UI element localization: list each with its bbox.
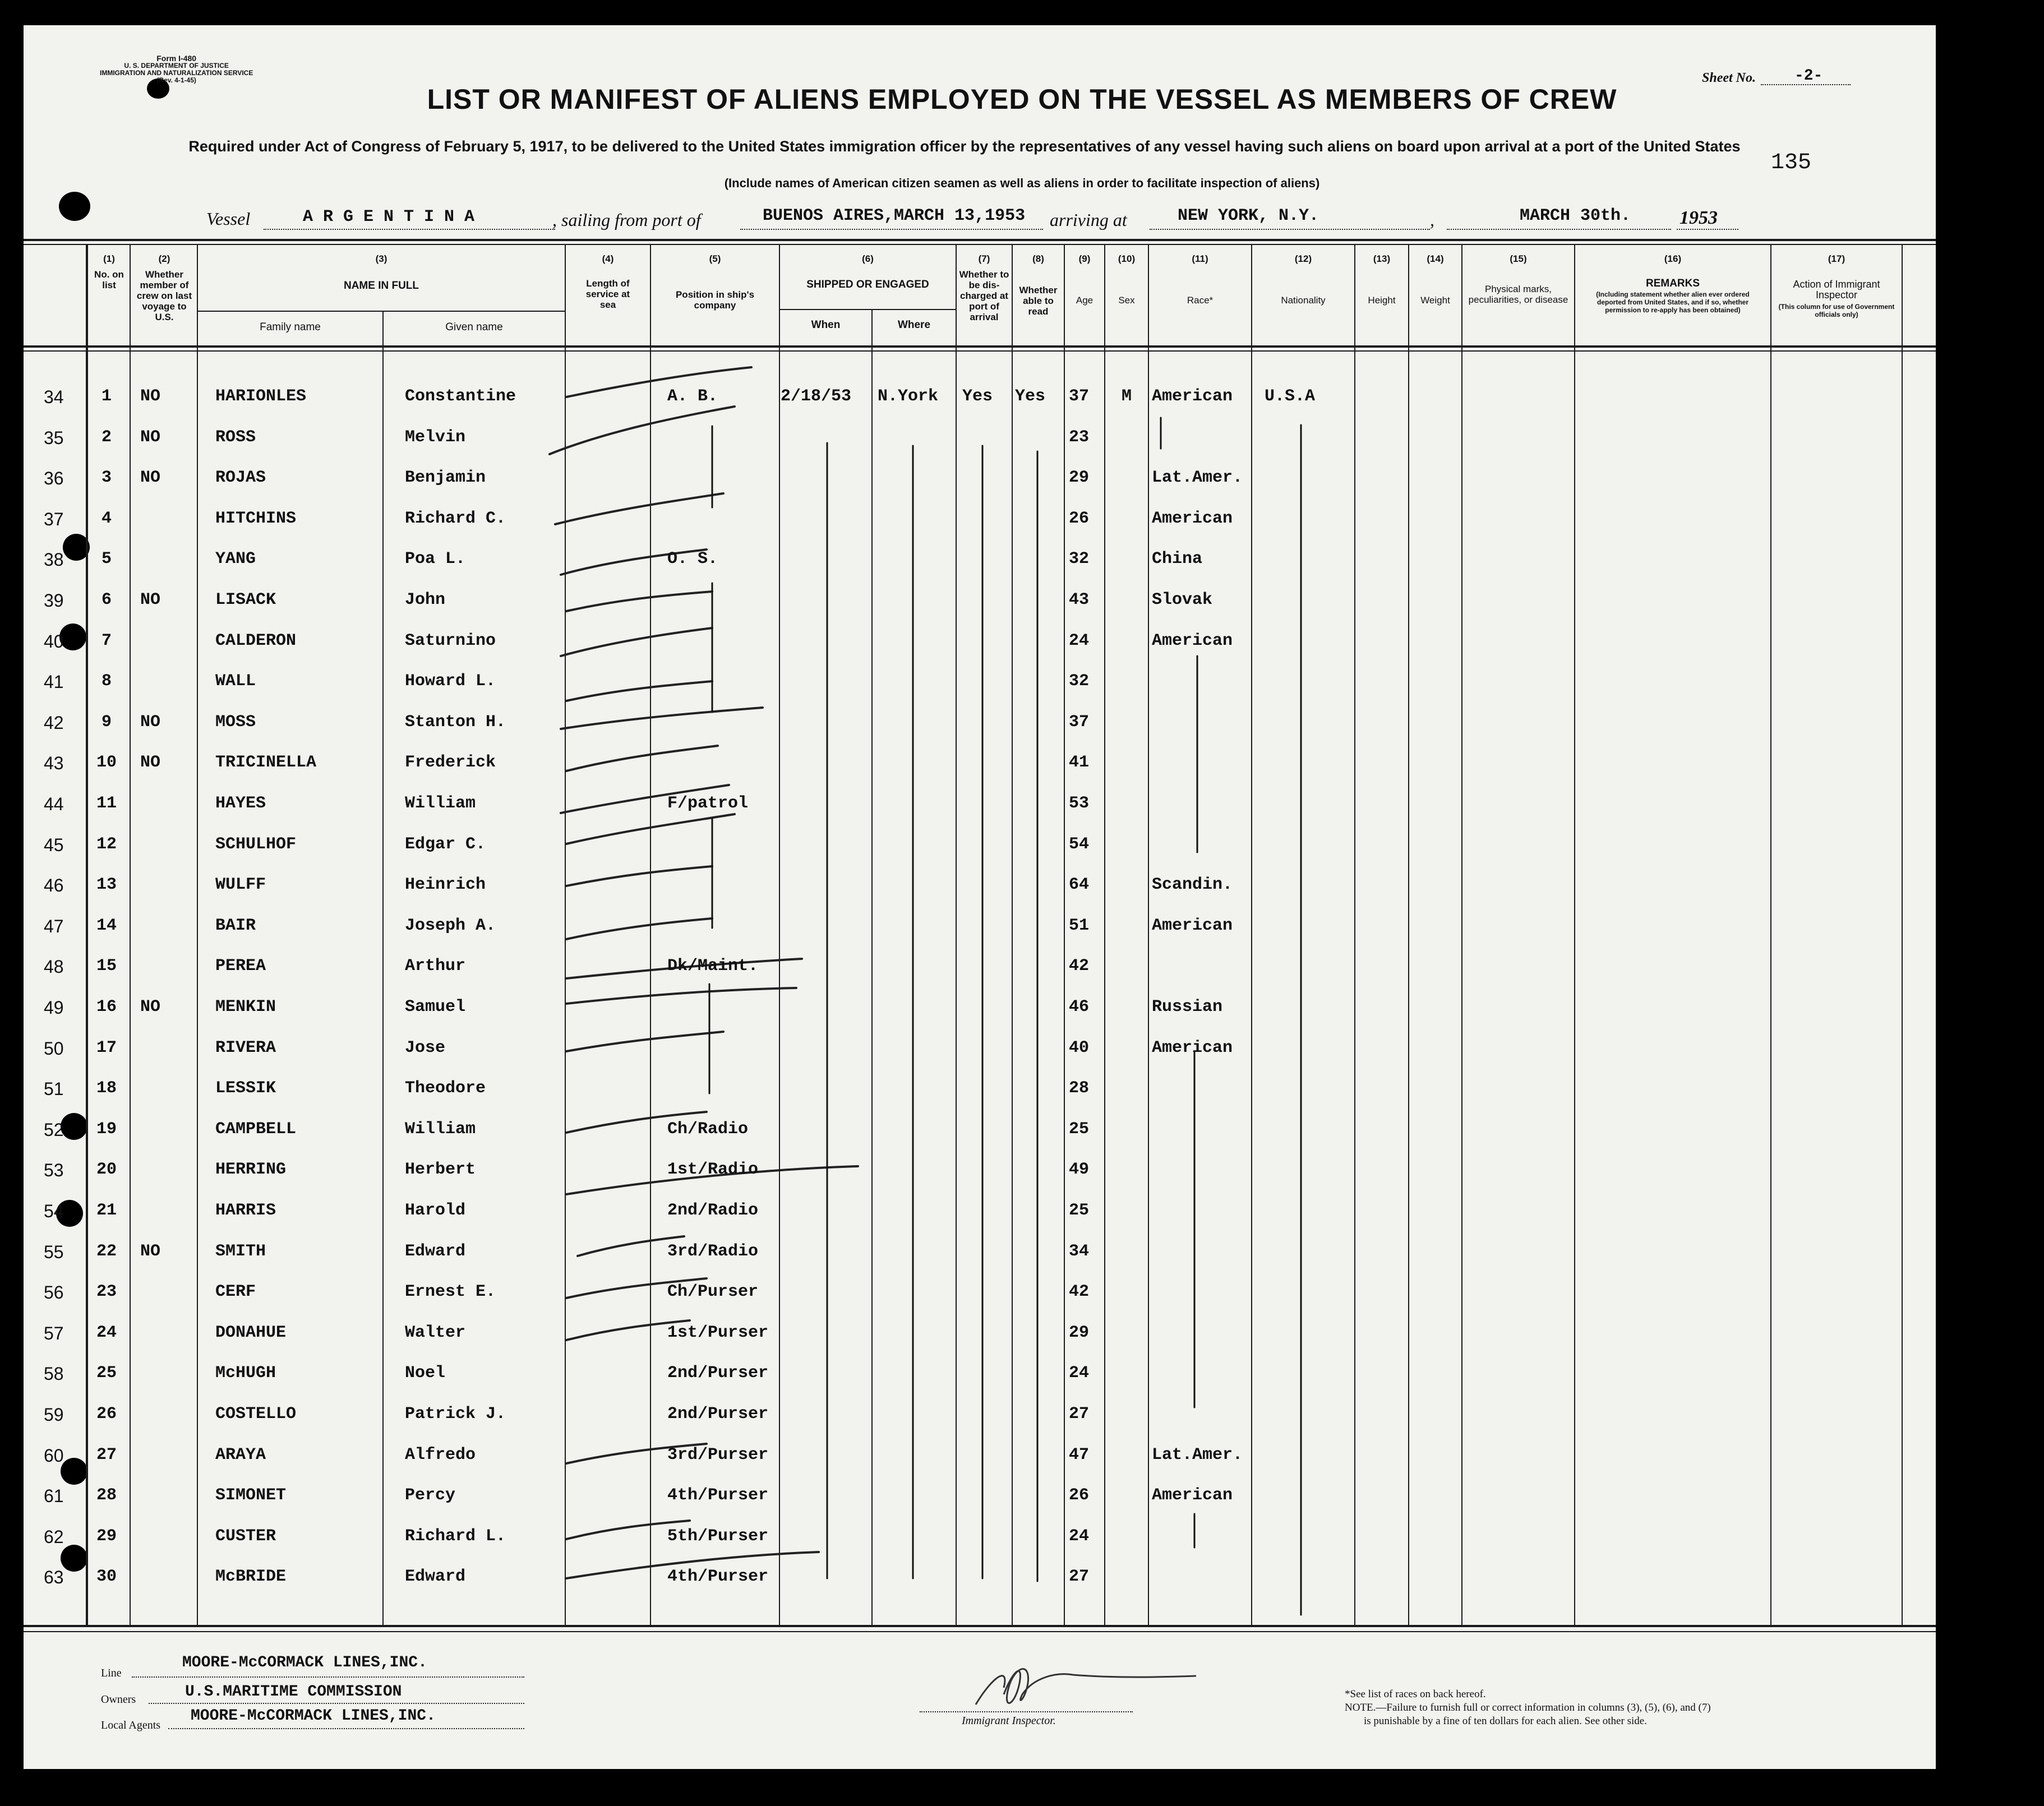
inspector-line [920,1711,1133,1712]
col-15-number: (15) [1510,253,1527,264]
given-name: Ernest E. [405,1282,496,1301]
age: 51 [1069,916,1090,935]
given-name: Howard L. [405,672,496,691]
margin-line-number: 49 [44,997,64,1018]
given-name: John [405,590,446,609]
line-underline [132,1676,524,1678]
race: American [1152,631,1233,650]
margin-line-number: 55 [44,1242,64,1262]
position: F/patrol [667,794,749,813]
age: 46 [1069,997,1090,1017]
margin-line-number: 59 [44,1405,64,1425]
age: 24 [1069,1527,1090,1546]
position: Ch/Purser [667,1282,759,1301]
list-number: 8 [101,672,112,691]
given-name: Herbert [405,1160,476,1179]
position: 3rd/Purser [667,1445,769,1465]
age: 49 [1069,1160,1090,1179]
age: 26 [1069,509,1090,528]
inclusion-note: (Include names of American citizen seamen as well as aliens in order to facilitate inspection of aliens) [724,176,1320,190]
age: 25 [1069,1201,1090,1220]
arrival-date: MARCH 30th. [1520,206,1631,225]
shipped-where: N.York [878,387,939,406]
margin-line-number: 47 [44,916,64,936]
family-name: CUSTER [215,1527,276,1546]
col-13-number: (13) [1373,253,1391,264]
vessel-name: A R G E N T I N A [303,207,475,227]
given-name: Melvin [405,428,466,447]
margin-line-number: 46 [44,875,64,895]
margin-line-number: 56 [44,1282,64,1302]
race: Slovak [1152,590,1213,609]
col-physical-marks: Physical marks, peculiarities, or disease [1468,284,1568,305]
list-number: 15 [96,957,117,976]
col-position: Position in ship's company [675,289,755,311]
last-voyage: NO [140,590,161,609]
family-name: MENKIN [215,997,276,1017]
position: 3rd/Radio [667,1242,759,1261]
given-name: Edward [405,1242,466,1261]
col-name-in-full: NAME IN FULL [343,280,419,292]
agents-label: Local Agents [101,1719,161,1731]
race: China [1152,549,1203,569]
given-name: Benjamin [405,468,486,487]
shipped-when: 2/18/53 [781,387,852,406]
col-shipped: SHIPPED OR ENGAGED [806,279,929,290]
age: 26 [1069,1486,1090,1505]
list-number: 12 [96,835,117,854]
race: Lat.Amer. [1152,1445,1243,1465]
age: 47 [1069,1445,1090,1465]
margin-line-number: 61 [44,1486,64,1506]
age: 53 [1069,794,1090,813]
col-given-name: Given name [445,321,503,333]
given-name: Edgar C. [405,835,486,854]
penalty-note-2: is punishable by a fine of ten dollars for each alien. See other side. [1364,1715,1647,1727]
page-title: LIST OR MANIFEST OF ALIENS EMPLOYED ON THE VESSEL AS MEMBERS OF CREW [427,84,1617,115]
col-when: When [811,319,841,331]
col-last-voyage: Whether member of crew on last voyage to U.S. [136,269,192,322]
list-number: 27 [96,1445,117,1465]
last-voyage: NO [140,713,161,732]
age: 24 [1069,631,1090,650]
col-10-number: (10) [1118,253,1136,264]
col-12-number: (12) [1294,253,1312,264]
margin-line-number: 41 [44,672,64,692]
age: 37 [1069,713,1090,732]
col-2-number: (2) [158,253,170,264]
margin-line-number: 60 [44,1445,64,1466]
races-note: *See list of races on back hereof. [1345,1688,1486,1700]
list-number: 29 [96,1527,117,1546]
margin-line-number: 58 [44,1364,64,1384]
race: Russian [1152,997,1223,1017]
col-6-number: (6) [862,253,874,264]
col-able-to-read: Whether able to read [1019,285,1058,317]
margin-line-number: 50 [44,1038,64,1059]
requirement-text: Required under Act of Congress of February 5, 1917, to be delivered to the United States immigration officer by the representatives of any vessel having such aliens on board upon arrival at a port of the United States [188,138,1741,155]
owners-value: U.S.MARITIME COMMISSION [185,1683,402,1701]
position: 2nd/Purser [667,1364,769,1383]
col-7-number: (7) [978,253,990,264]
col-16-number: (16) [1664,253,1682,264]
age: 23 [1069,428,1090,447]
family-name: SMITH [215,1242,266,1261]
family-name: LISACK [215,590,276,609]
list-number: 10 [96,753,117,772]
col-3-number: (3) [375,253,387,264]
stamp-number: 135 [1771,150,1812,175]
col-discharged: Whether to be dis-charged at port of arrival [959,269,1009,322]
position: 4th/Purser [667,1486,769,1505]
col-4-number: (4) [602,253,614,264]
line-value: MOORE-McCORMACK LINES,INC. [182,1654,427,1671]
list-number: 3 [101,468,112,487]
agents-underline [168,1728,524,1729]
age: 54 [1069,835,1090,854]
age: 32 [1069,549,1090,569]
col-9-number: (9) [1078,253,1091,264]
position: 1st/Radio [667,1160,759,1179]
margin-line-number: 36 [44,468,64,488]
age: 43 [1069,590,1090,609]
sheet-number: -2- [1794,67,1823,85]
race: American [1152,1486,1233,1505]
list-number: 7 [101,631,112,650]
given-name: Frederick [405,753,496,772]
last-voyage: NO [140,468,161,487]
age: 41 [1069,753,1090,772]
col-age: Age [1076,295,1093,306]
given-name: Richard L. [405,1527,506,1546]
list-number: 20 [96,1160,117,1179]
age: 27 [1069,1405,1090,1424]
given-name: William [405,794,476,813]
position: 5th/Purser [667,1527,769,1546]
margin-line-number: 34 [44,387,64,407]
list-number: 11 [96,794,117,813]
age: 25 [1069,1120,1090,1139]
col-height: Height [1368,295,1396,306]
race: Lat.Amer. [1152,468,1243,487]
given-name: Walter [405,1323,466,1342]
sailing-label: , sailing from port of [552,210,701,230]
penalty-note-1: NOTE.—Failure to furnish full or correct information in columns (3), (5), (6), and (7) [1345,1702,1711,1713]
position: O. S. [667,549,718,569]
position: 2nd/Radio [667,1201,759,1220]
nationality: U.S.A [1265,387,1316,406]
vessel-label: Vessel [206,209,251,229]
race: American [1152,916,1233,935]
margin-line-number: 48 [44,957,64,977]
able-to-read: Yes [1015,387,1046,406]
given-name: Richard C. [405,509,506,528]
margin-line-number: 35 [44,428,64,448]
position: 2nd/Purser [667,1405,769,1424]
position: A. B. [667,387,718,406]
margin-line-number: 51 [44,1079,64,1099]
list-number: 19 [96,1120,117,1139]
family-name: DONAHUE [215,1323,287,1342]
sheet-label: Sheet No. [1702,71,1756,85]
col-remarks-note: (Including statement whether alien ever ordered deported from United States, and if so, whether permission to re-apply has been obtained) [1596,290,1750,314]
position: 4th/Purser [667,1567,769,1586]
position: 1st/Purser [667,1323,769,1342]
given-name: Arthur [405,957,466,976]
family-name: ROSS [215,428,256,447]
last-voyage: NO [140,387,161,406]
family-name: PEREA [215,957,266,976]
col-sex: Sex [1118,295,1135,306]
col-weight: Weight [1420,295,1450,306]
last-voyage: NO [140,997,161,1017]
given-name: Patrick J. [405,1405,506,1424]
race: Scandin. [1152,875,1233,894]
age: 40 [1069,1038,1090,1057]
family-name: WULFF [215,875,266,894]
position: Ch/Radio [667,1120,749,1139]
col-action-note: (This column for use of Government officials only) [1778,303,1895,318]
col-17-number: (17) [1828,253,1845,264]
inspector-label: Immigrant Inspector. [962,1715,1056,1727]
age: 64 [1069,875,1090,894]
family-name: WALL [215,672,256,691]
given-name: William [405,1120,476,1139]
age: 37 [1069,387,1090,406]
arrival-year: 1953 [1680,207,1718,228]
family-name: ARAYA [215,1445,266,1465]
col-no-on-list: No. on list [94,269,124,290]
given-name: Edward [405,1567,466,1586]
service-line: IMMIGRATION AND NATURALIZATION SERVICE [100,69,253,77]
age: 34 [1069,1242,1090,1261]
list-number: 25 [96,1364,117,1383]
age: 28 [1069,1079,1090,1098]
family-name: SCHULHOF [215,835,297,854]
list-number: 30 [96,1567,117,1586]
family-name: McHUGH [215,1364,276,1383]
family-name: YANG [215,549,256,569]
col-5-number: (5) [709,253,721,264]
family-name: HITCHINS [215,509,297,528]
list-number: 24 [96,1323,117,1342]
col-11-number: (11) [1192,253,1208,264]
family-name: HERRING [215,1160,287,1179]
arriving-label: arriving at [1050,210,1127,230]
list-number: 14 [96,916,117,935]
margin-line-number: 57 [44,1323,64,1343]
age: 32 [1069,672,1090,691]
family-name: ROJAS [215,468,266,487]
col-nationality: Nationality [1281,295,1326,306]
given-name: Joseph A. [405,916,496,935]
list-number: 6 [101,590,112,609]
margin-line-number: 62 [44,1527,64,1547]
col-remarks: REMARKS [1645,278,1700,289]
family-name: RIVERA [215,1038,276,1057]
given-name: Stanton H. [405,713,506,732]
position: Dk/Maint. [667,957,759,976]
list-number: 22 [96,1242,117,1261]
given-name: Alfredo [405,1445,476,1465]
age: 42 [1069,1282,1090,1301]
col-family-name: Family name [260,321,321,333]
margin-line-number: 63 [44,1567,64,1587]
col-race: Race* [1187,295,1214,306]
list-number: 21 [96,1201,117,1220]
col-14-number: (14) [1427,253,1444,264]
margin-line-number: 40 [44,631,64,652]
given-name: Poa L. [405,549,466,569]
list-number: 2 [101,428,112,447]
margin-line-number: 52 [44,1120,64,1140]
last-voyage: NO [140,1242,161,1261]
comma: , [1430,210,1434,230]
family-name: LESSIK [215,1079,276,1098]
margin-line-number: 37 [44,509,64,529]
race: American [1152,509,1233,528]
agents-value: MOORE-McCORMACK LINES,INC. [191,1707,436,1725]
margin-line-number: 45 [44,835,64,855]
family-name: MOSS [215,713,256,732]
age: 29 [1069,468,1090,487]
col-1-number: (1) [103,253,115,264]
family-name: CALDERON [215,631,297,650]
race: American [1152,387,1233,406]
family-name: McBRIDE [215,1567,287,1586]
revision-line: (Rev. 4-1-45) [156,76,196,84]
given-name: Saturnino [405,631,496,650]
family-name: COSTELLO [215,1405,297,1424]
list-number: 4 [101,509,112,528]
form-number: Form I-480 [156,54,197,63]
given-name: Constantine [405,387,516,406]
margin-line-number: 38 [44,549,64,570]
last-voyage: NO [140,753,161,772]
given-name: Jose [405,1038,446,1057]
given-name: Noel [405,1364,446,1383]
col-where: Where [897,319,931,331]
list-number: 17 [96,1038,117,1057]
sailing-port: BUENOS AIRES,MARCH 13,1953 [763,206,1026,225]
department-line: U. S. DEPARTMENT OF JUSTICE [124,62,229,70]
list-number: 16 [96,997,117,1017]
family-name: HAYES [215,794,266,813]
age: 24 [1069,1364,1090,1383]
line-label: Line [101,1667,122,1679]
arriving-port: NEW YORK, N.Y. [1178,206,1319,225]
margin-line-number: 39 [44,590,64,611]
last-voyage: NO [140,428,161,447]
given-name: Heinrich [405,875,486,894]
col-length-of-service: Length of service at sea [585,278,630,310]
given-name: Theodore [405,1079,486,1098]
family-name: HARRIS [215,1201,276,1220]
family-name: BAIR [215,916,256,935]
age: 42 [1069,957,1090,976]
family-name: CERF [215,1282,256,1301]
family-name: SIMONET [215,1486,287,1505]
list-number: 28 [96,1486,117,1505]
margin-line-number: 44 [44,794,64,814]
family-name: TRICINELLA [215,753,317,772]
age: 29 [1069,1323,1090,1342]
sex: M [1122,387,1132,406]
owners-label: Owners [101,1693,136,1706]
margin-line-number: 42 [44,713,64,733]
age: 27 [1069,1567,1090,1586]
margin-line-number: 54 [44,1201,64,1221]
list-number: 5 [101,549,112,569]
list-number: 13 [96,875,117,894]
given-name: Percy [405,1486,456,1505]
race: American [1152,1038,1233,1057]
list-number: 9 [101,713,112,732]
owners-underline [149,1703,524,1704]
margin-line-number: 53 [44,1160,64,1180]
discharged: Yes [962,387,993,406]
list-number: 23 [96,1282,117,1301]
list-number: 18 [96,1079,117,1098]
given-name: Harold [405,1201,466,1220]
col-action: Action of Immigrant Inspector [1793,279,1880,301]
list-number: 1 [101,387,112,406]
family-name: HARIONLES [215,387,307,406]
col-8-number: (8) [1032,253,1044,264]
margin-line-number: 43 [44,753,64,773]
family-name: CAMPBELL [215,1120,297,1139]
list-number: 26 [96,1405,117,1424]
given-name: Samuel [405,997,466,1017]
